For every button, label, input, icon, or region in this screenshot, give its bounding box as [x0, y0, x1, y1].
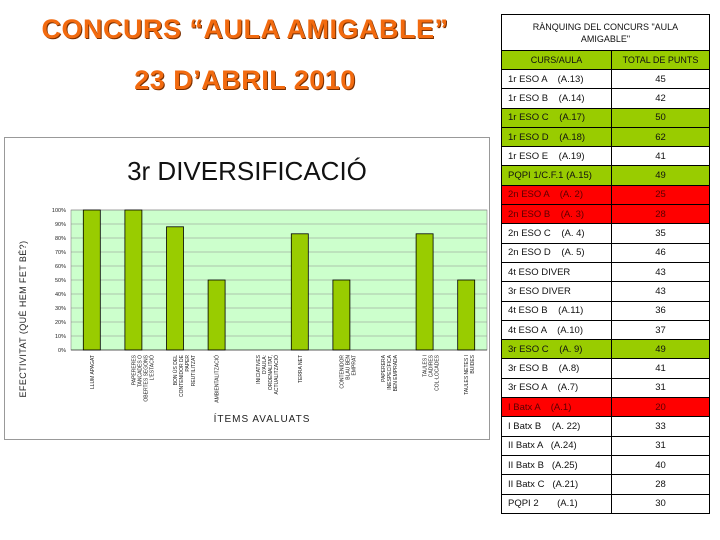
table-row — [502, 243, 710, 262]
x-tick-label: CONTENIDORBLAU BENEMPRAT — [339, 355, 358, 389]
row-points: 62 — [612, 127, 710, 146]
row-course: 3r ESO DIVER — [502, 282, 612, 301]
row-course: 2n ESO B (A. 3) — [502, 205, 612, 224]
table-row — [502, 205, 710, 224]
row-points: 43 — [612, 262, 710, 281]
table-row — [502, 185, 710, 204]
row-course: I Batx B (A. 22) — [502, 417, 612, 436]
table-row — [502, 340, 710, 359]
row-points: 28 — [612, 205, 710, 224]
row-points: 49 — [612, 340, 710, 359]
table-row — [502, 398, 710, 417]
table-row — [502, 320, 710, 339]
row-course: 3r ESO B (A.8) — [502, 359, 612, 378]
row-points: 28 — [612, 475, 710, 494]
table-row — [502, 224, 710, 243]
table-row — [502, 89, 710, 108]
y-tick-label: 80% — [54, 236, 66, 242]
table-row — [502, 262, 710, 281]
x-tick-label: AMBIENTALITZACIÓ — [214, 355, 221, 403]
x-tick-label: LLUM APAGAT — [89, 355, 96, 389]
contest-date: 23 D’ABRIL 2010 — [134, 65, 356, 95]
row-points: 37 — [612, 320, 710, 339]
x-tick-label: PAPERERAINESPECÍFICABEN EMPRADA — [381, 355, 399, 392]
table-row — [502, 436, 710, 455]
row-points: 43 — [612, 282, 710, 301]
y-tick-label: 40% — [54, 292, 66, 298]
row-course: 1r ESO B (A.14) — [502, 89, 612, 108]
row-points: 31 — [612, 378, 710, 397]
y-tick-label: 10% — [54, 334, 66, 340]
row-course: 1r ESO D (A.18) — [502, 127, 612, 146]
x-tick-label: INICIATIVESD'AULA:ORDENALITAT,ACTUALITZACIÓ — [256, 355, 281, 395]
row-points: 30 — [612, 494, 710, 513]
table-row — [502, 455, 710, 474]
row-course: 2n ESO D (A. 5) — [502, 243, 612, 262]
row-course: II Batx A (A.24) — [502, 436, 612, 455]
y-tick-label: 70% — [54, 250, 66, 256]
x-tick-label: TERRA NET — [297, 355, 304, 384]
row-course: 3r ESO A (A.7) — [502, 378, 612, 397]
row-points: 46 — [612, 243, 710, 262]
row-course: 1r ESO C (A.17) — [502, 108, 612, 127]
bar — [83, 210, 100, 350]
x-tick-label: BON ÚS DELCONTENIDOR DEPAPERREUTILITZAT — [173, 355, 197, 397]
y-tick-label: 50% — [54, 278, 66, 284]
row-points: 41 — [612, 147, 710, 166]
row-points: 20 — [612, 398, 710, 417]
row-course: II Batx B (A.25) — [502, 455, 612, 474]
table-row — [502, 147, 710, 166]
row-points: 35 — [612, 224, 710, 243]
row-points: 33 — [612, 417, 710, 436]
row-course: 1r ESO A (A.13) — [502, 70, 612, 89]
x-axis-label: ÍTEMS AVALUATS — [213, 414, 311, 425]
row-course: 1r ESO E (A.19) — [502, 147, 612, 166]
chart-panel — [4, 137, 490, 440]
bar — [291, 234, 308, 350]
table-row — [502, 475, 710, 494]
table-row — [502, 127, 710, 146]
y-tick-label: 20% — [54, 320, 66, 326]
bar — [416, 234, 433, 350]
row-course: 4t ESO B (A.11) — [502, 301, 612, 320]
row-course: II Batx C (A.21) — [502, 475, 612, 494]
contest-title: CONCURS “AULA AMIGABLE” — [41, 14, 449, 44]
column-header-course: CURS/AULA — [502, 51, 612, 70]
row-points: 31 — [612, 436, 710, 455]
row-course: I Batx A (A.1) — [502, 398, 612, 417]
row-points: 42 — [612, 89, 710, 108]
bar — [167, 227, 184, 350]
row-course: 2n ESO C (A. 4) — [502, 224, 612, 243]
row-course: PQPI 2 (A.1) — [502, 494, 612, 513]
row-course: 4t ESO DIVER — [502, 262, 612, 281]
column-header-points: TOTAL DE PUNTS — [612, 51, 710, 70]
row-points: 25 — [612, 185, 710, 204]
row-course: 2n ESO A (A. 2) — [502, 185, 612, 204]
bar — [333, 280, 350, 350]
row-course: 3r ESO C (A. 9) — [502, 340, 612, 359]
y-axis-label: EFECTIVITAT (QUÈ HEM FET BÉ?) — [18, 240, 28, 398]
row-points: 45 — [612, 70, 710, 89]
row-points: 50 — [612, 108, 710, 127]
table-row — [502, 417, 710, 436]
table-row — [502, 166, 710, 185]
table-row — [502, 70, 710, 89]
y-tick-label: 90% — [54, 222, 66, 228]
x-tick-label: TAULES ICADIRESCOL·LOCADES — [422, 355, 441, 391]
bar-chart-plot — [5, 138, 489, 439]
y-tick-label: 60% — [54, 264, 66, 270]
table-row — [502, 359, 710, 378]
row-course: 4t ESO A (A.10) — [502, 320, 612, 339]
ranking-table — [501, 14, 710, 514]
row-points: 41 — [612, 359, 710, 378]
bar — [125, 210, 142, 350]
row-points: 49 — [612, 166, 710, 185]
y-tick-label: 100% — [51, 208, 66, 214]
y-tick-label: 0% — [58, 348, 66, 354]
bar — [458, 280, 475, 350]
bar — [208, 280, 225, 350]
y-tick-label: 30% — [54, 306, 66, 312]
row-points: 40 — [612, 455, 710, 474]
row-course: PQPI 1/C.F.1 (A.15) — [502, 166, 612, 185]
x-tick-label: PAPERERESTANCADES OOBERTES SEGONSL'ESTACIÓ — [131, 355, 156, 402]
table-row — [502, 282, 710, 301]
table-row — [502, 494, 710, 513]
chart-title: 3r DIVERSIFICACIÓ — [127, 156, 367, 186]
table-row — [502, 301, 710, 320]
table-row — [502, 378, 710, 397]
x-tick-label: TAULES NETES IBUIDES — [464, 355, 477, 395]
table-row — [502, 108, 710, 127]
row-points: 36 — [612, 301, 710, 320]
ranking-title: RÀNQUING DEL CONCURS "AULA AMIGABLE" — [502, 15, 710, 51]
